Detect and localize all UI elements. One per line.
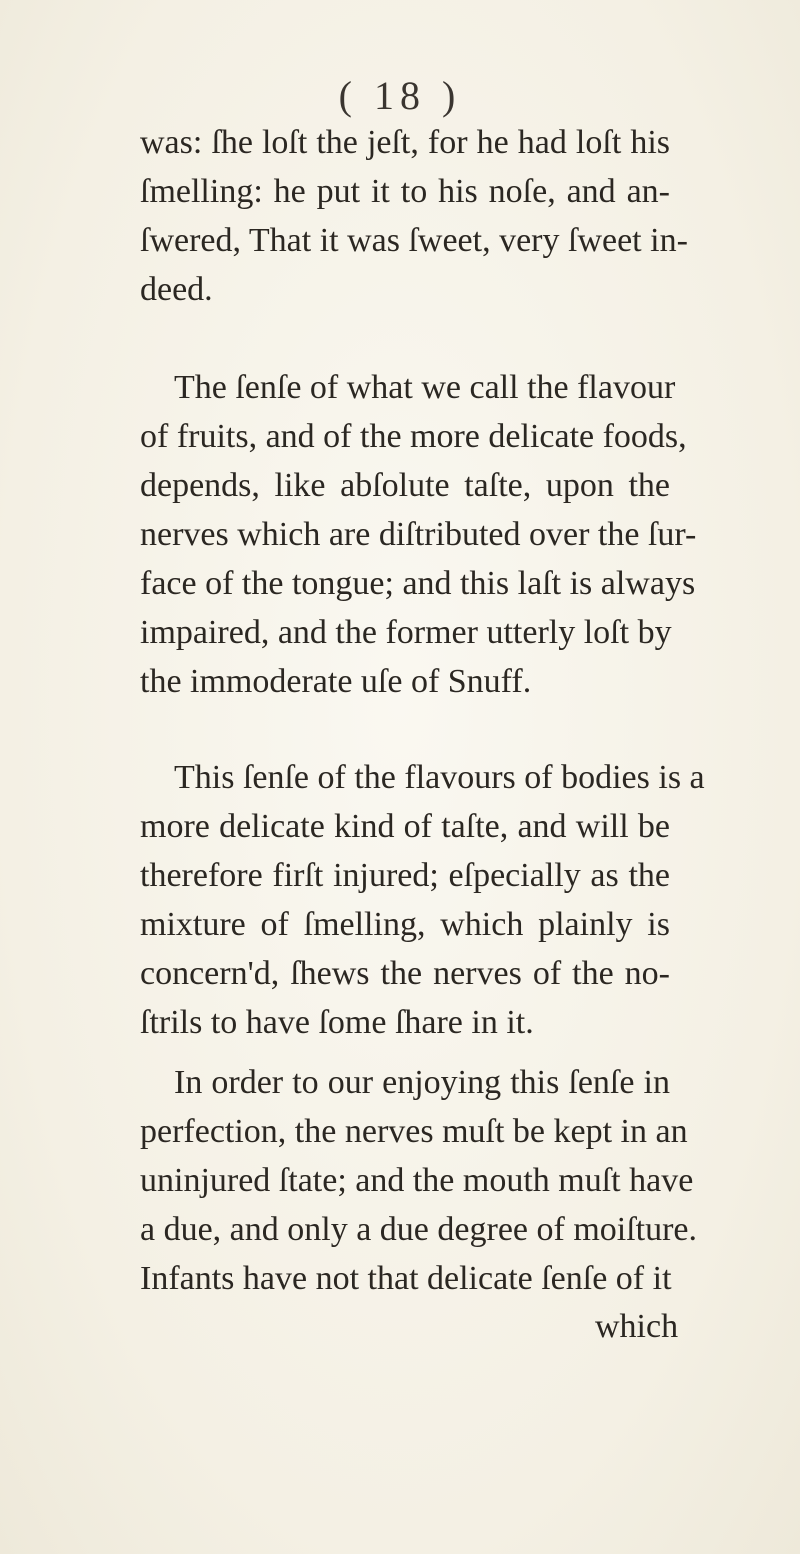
text-line: the immoderate uſe of Snuff. — [140, 663, 532, 700]
text-line: In order to our enjoying this ſenſe in — [174, 1064, 670, 1101]
paragraph-2 — [140, 363, 697, 706]
text-line: was: ſhe loſt the jeſt, for he had loſt his — [140, 124, 670, 161]
text-line: uninjured ſtate; and the mouth muſt have — [140, 1162, 694, 1199]
text-line: deed. — [140, 271, 213, 308]
page-number: ( 18 ) — [338, 73, 462, 118]
text-line: The ſenſe of what we call the flavour — [174, 369, 676, 406]
text-line: depends, like abſolute taſte, upon the — [140, 467, 670, 504]
text-line: impaired, and the former utterly loſt by — [140, 614, 672, 651]
text-line: This ſenſe of the flavours of bodies is a — [174, 759, 705, 796]
text-line: ſmelling: he put it to his noſe, and an- — [140, 173, 670, 210]
paragraph-1 — [140, 118, 688, 314]
paragraph-3 — [140, 753, 705, 1047]
text-line: ſwered, That it was ſweet, very ſweet in- — [140, 222, 688, 259]
text-line: Infants have not that delicate ſenſe of it — [140, 1260, 672, 1297]
paragraph-4 — [140, 1058, 698, 1303]
text-line: a due, and only a due degree of moiſture. — [140, 1211, 698, 1248]
text-line: face of the tongue; and this laſt is always — [140, 565, 696, 602]
text-line: therefore firſt injured; eſpecially as the — [140, 857, 670, 894]
catchword: which — [595, 1308, 679, 1345]
text-line: concern'd, ſhews the nerves of the no- — [140, 955, 670, 992]
text-line: of fruits, and of the more delicate foods, — [140, 418, 687, 455]
text-line: ſtrils to have ſome ſhare in it. — [140, 1004, 534, 1041]
text-line: more delicate kind of taſte, and will be — [140, 808, 670, 845]
text-line: mixture of ſmelling, which plainly is — [140, 906, 670, 943]
text-line: perfection, the nerves muſt be kept in an — [140, 1113, 688, 1150]
text-line: nerves which are diſtributed over the ſur- — [140, 516, 697, 553]
